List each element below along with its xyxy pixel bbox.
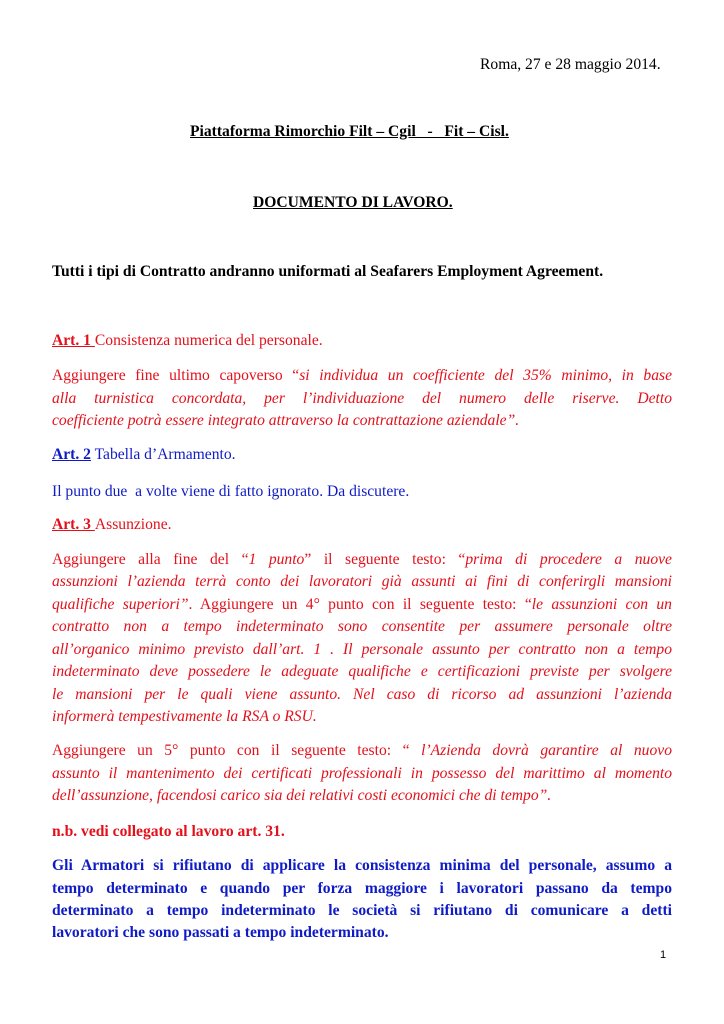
art3-paragraph-line: assunzioni l’azienda terrà conto dei lavoratori già assunti ai fini di conferirgli mansioni [52,573,672,590]
art3-paragraph-line [52,595,672,615]
art3-paragraph-line [52,550,672,570]
art3-paragraph-line: le mansioni per le quali viene assunto. Nel caso di ricorso ad assunzioni l’azienda [52,686,672,703]
art3-text: Aggiungere un 5° punto con il seguente testo: “ [52,742,422,759]
art3-paragraph2-line [52,741,672,761]
art2-paragraph: Il punto due a volte viene di fatto ignorato. Da discutere. [52,483,410,500]
document-heading: Piattaforma Rimorchio Filt – Cgil - Fit – Cisl. [190,123,509,140]
art3-text: . Aggiungere un 4° punto con il seguente testo: “ [188,596,532,613]
art1-label: Art. 1 [52,332,95,349]
art1-paragraph-line: alla turnistica concordata, per l’individuazione del numero delle riserve. Detto [52,390,672,407]
art2-label: Art. 2 [52,446,91,463]
art3-quote: le assunzioni con un [531,596,672,613]
page-number: 1 [660,949,667,961]
art3-paragraph-line: all’organico minimo previsto dall’art. 1 . Il personale assunto per contratto non a tempo [52,641,672,658]
nb-note: n.b. vedi collegato al lavoro art. 31. [52,823,285,840]
art3-paragraph2-line: dell’assunzione, facendosi carico sia dei relativi costi economici che di tempo”. [52,787,552,804]
art3-paragraph2-line: assunto il mantenimento dei certificati professionali in possesso del marittimo al momento [52,765,672,782]
art3-text: ” il seguente testo: “ [304,551,466,568]
art3-header [52,515,172,535]
closing-paragraph-line: determinato a tempo indeterminato le società si rifiutano di comunicare a detti [52,902,672,919]
art1-quote: si individua un coefficiente del 35% minimo, in base [299,367,672,384]
art3-quote: qualifiche superiori” [52,596,189,613]
art3-paragraph-line: indeterminato deve possedere le adeguate qualifiche e certificazioni previste per svolgere [52,663,672,680]
art2-header [52,445,236,465]
art1-text: Aggiungere fine ultimo capoverso “ [52,367,300,384]
closing-paragraph-line: tempo determinato e quando per forza maggiore i lavoratori passano da tempo [52,880,672,897]
document-date: Roma, 27 e 28 maggio 2014. [480,56,661,73]
closing-paragraph-line: lavoratori che sono passati a tempo indeterminato. [52,924,389,941]
art3-title: Assunzione. [94,516,172,533]
art3-paragraph-line: contratto non a tempo indeterminato sono consentite per assumere personale oltre [52,618,672,635]
art3-text: Aggiungere alla fine del “ [52,551,249,568]
art3-quote: 1 punto [248,551,305,568]
art3-quote: prima di procedere a nuove [465,551,672,568]
art3-paragraph-line: informerà tempestivamente la RSA o RSU. [52,708,317,725]
closing-paragraph-line: Gli Armatori si rifiutano di applicare la consistenza minima del personale, assumo a [52,857,672,874]
art3-quote: l’Azienda dovrà garantire al nuovo [421,742,672,759]
art1-paragraph-line [52,366,672,386]
art2-title: Tabella d’Armamento. [90,446,236,463]
art1-title: Consistenza numerica del personale. [94,332,323,349]
art1-paragraph-line: coefficiente potrà essere integrato attraverso la contrattazione aziendale”. [52,412,520,429]
document-subheading: DOCUMENTO DI LAVORO. [253,194,453,211]
intro-statement: Tutti i tipi di Contratto andranno uniformati al Seafarers Employment Agreement. [52,263,604,280]
art3-label: Art. 3 [52,516,95,533]
art1-header [52,331,323,351]
